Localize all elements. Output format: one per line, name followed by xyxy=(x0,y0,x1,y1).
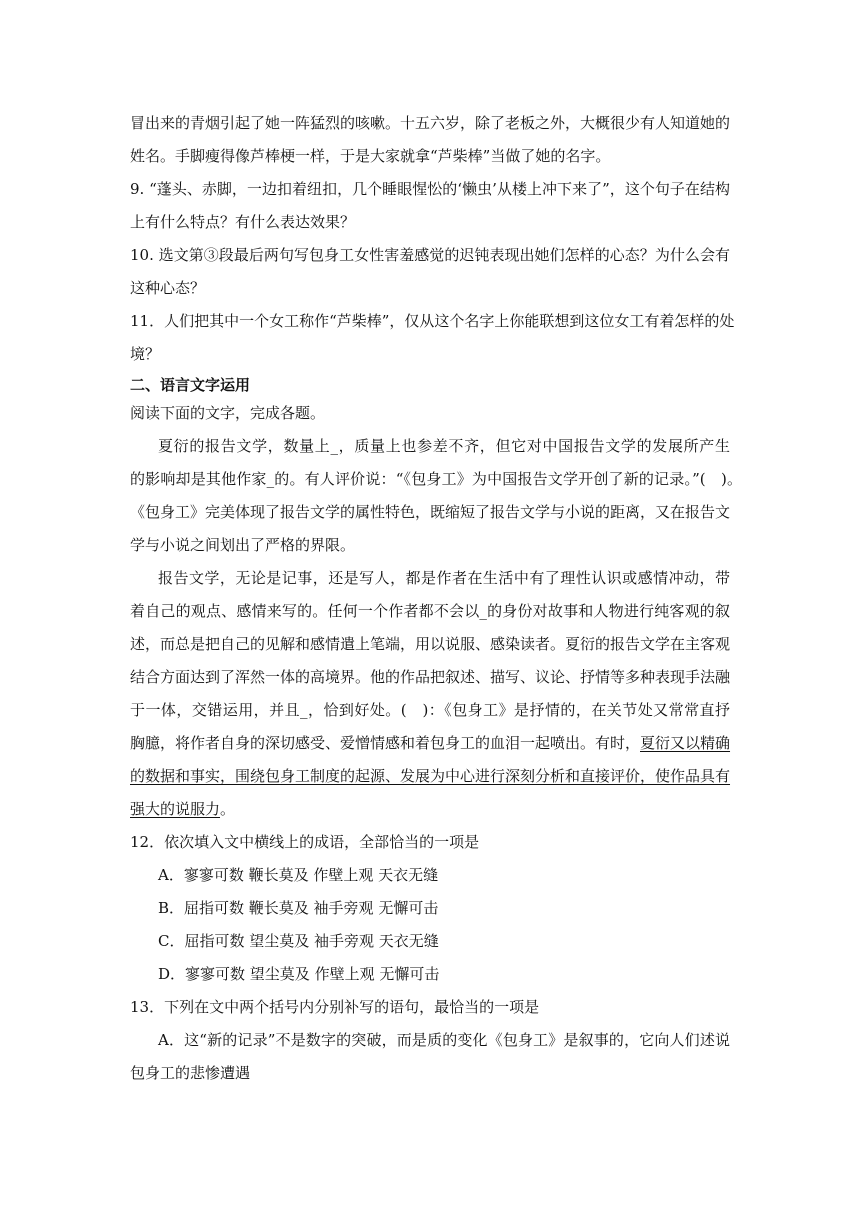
passage-tail-line-2: 姓名。手脚瘦得像芦棒梗一样，于是大家就拿“芦柴棒”当做了她的名字。 xyxy=(130,147,611,165)
question-13-option-a-line-2: 包身工的悲惨遭遇 xyxy=(130,1064,251,1082)
question-11-line-2: 境？ xyxy=(130,345,161,363)
question-12-option-a: A．寥寥可数 鞭长莫及 作壁上观 天衣无缝 xyxy=(158,866,439,884)
paragraph-1-line-2: 的影响却是其他作家_的。有人评价说：“《包身工》为中国报告文学开创了新的记录。”( )。 xyxy=(130,470,742,488)
paragraph-2-line-6-text: 胸臆，将作者自身的深切感受、爱憎情感和着包身工的血泪一起喷出。有时， xyxy=(130,734,641,752)
underlined-sentence-end: 强大的说服力 xyxy=(130,800,221,818)
question-12-option-c: C．屈指可数 望尘莫及 袖手旁观 天衣无缝 xyxy=(158,932,439,950)
question-11-line-1: 11．人们把其中一个女工称作“芦柴棒”，仅从这个名字上你能联想到这位女工有着怎样的处 xyxy=(130,312,735,330)
question-12-option-b: B．屈指可数 鞭长莫及 袖手旁观 无懈可击 xyxy=(158,899,439,917)
question-9-line-1: 9. “蓬头、赤脚，一边扣着纽扣，几个睡眼惺忪的‘懒虫’从楼上冲下来了”，这个句子在结构 xyxy=(130,180,730,198)
paragraph-1-line-4: 学与小说之间划出了严格的界限。 xyxy=(130,536,356,554)
question-12-option-d: D．寥寥可数 望尘莫及 作壁上观 无懈可击 xyxy=(158,965,440,983)
paragraph-1-line-1: 夏衍的报告文学，数量上_，质量上也参差不齐，但它对中国报告文学的发展所产生 xyxy=(158,437,730,455)
underlined-sentence-start: 夏衍又以精确 xyxy=(640,734,731,752)
paragraph-2-line-6 xyxy=(130,732,730,754)
paragraph-2-line-5: 于一体，交错运用，并且_，恰到好处。( )：《包身工》是抒情的，在关节处又常常直抒 xyxy=(130,701,730,719)
question-13-stem: 13．下列在文中两个括号内分别补写的语句，最恰当的一项是 xyxy=(130,998,540,1016)
section-instruction: 阅读下面的文字，完成各题。 xyxy=(130,404,326,422)
question-10-line-1: 10. 选文第③段最后两句写包身工女性害羞感觉的迟钝表现出她们怎样的心态？为什么会有 xyxy=(130,246,730,264)
question-13-option-a-line-1: A．这“新的记录”不是数字的突破，而是质的变化《包身工》是叙事的，它向人们述说 xyxy=(158,1031,730,1049)
paragraph-2-line-2: 着自己的观点、感情来写的。任何一个作者都不会以_的身份对故事和人物进行纯客观的叙 xyxy=(130,602,730,620)
question-9-line-2: 上有什么特点？有什么表达效果？ xyxy=(130,213,356,231)
question-12-stem: 12．依次填入文中横线上的成语，全部恰当的一项是 xyxy=(130,833,480,851)
paragraph-1-line-3: 《包身工》完美体现了报告文学的属性特色，既缩短了报告文学与小说的距离，又在报告文 xyxy=(130,503,731,521)
paragraph-2-line-8 xyxy=(130,798,730,820)
paragraph-2-line-1: 报告文学，无论是记事，还是写人，都是作者在生活中有了理性认识或感情冲动，带 xyxy=(158,569,730,587)
paragraph-2-line-3: 述，而总是把自己的见解和感情遣上笔端，用以说服、感染读者。夏衍的报告文学在主客观 xyxy=(130,635,731,653)
paragraph-2-line-4: 结合方面达到了浑然一体的高境界。他的作品把叙述、描写、议论、抒情等多种表现手法融 xyxy=(130,668,731,686)
passage-tail-line-1: 冒出来的青烟引起了她一阵猛烈的咳嗽。十五六岁，除了老板之外，大概很少有人知道她的 xyxy=(130,114,731,132)
underlined-sentence-line-2: 的数据和事实，围绕包身工制度的起源、发展为中心进行深刻分析和直接评价，使作品具有 xyxy=(130,767,731,785)
section-heading: 二、语言文字运用 xyxy=(130,376,251,394)
question-10-line-2: 这种心态？ xyxy=(130,279,206,297)
paragraph-2-period: 。 xyxy=(220,800,236,818)
